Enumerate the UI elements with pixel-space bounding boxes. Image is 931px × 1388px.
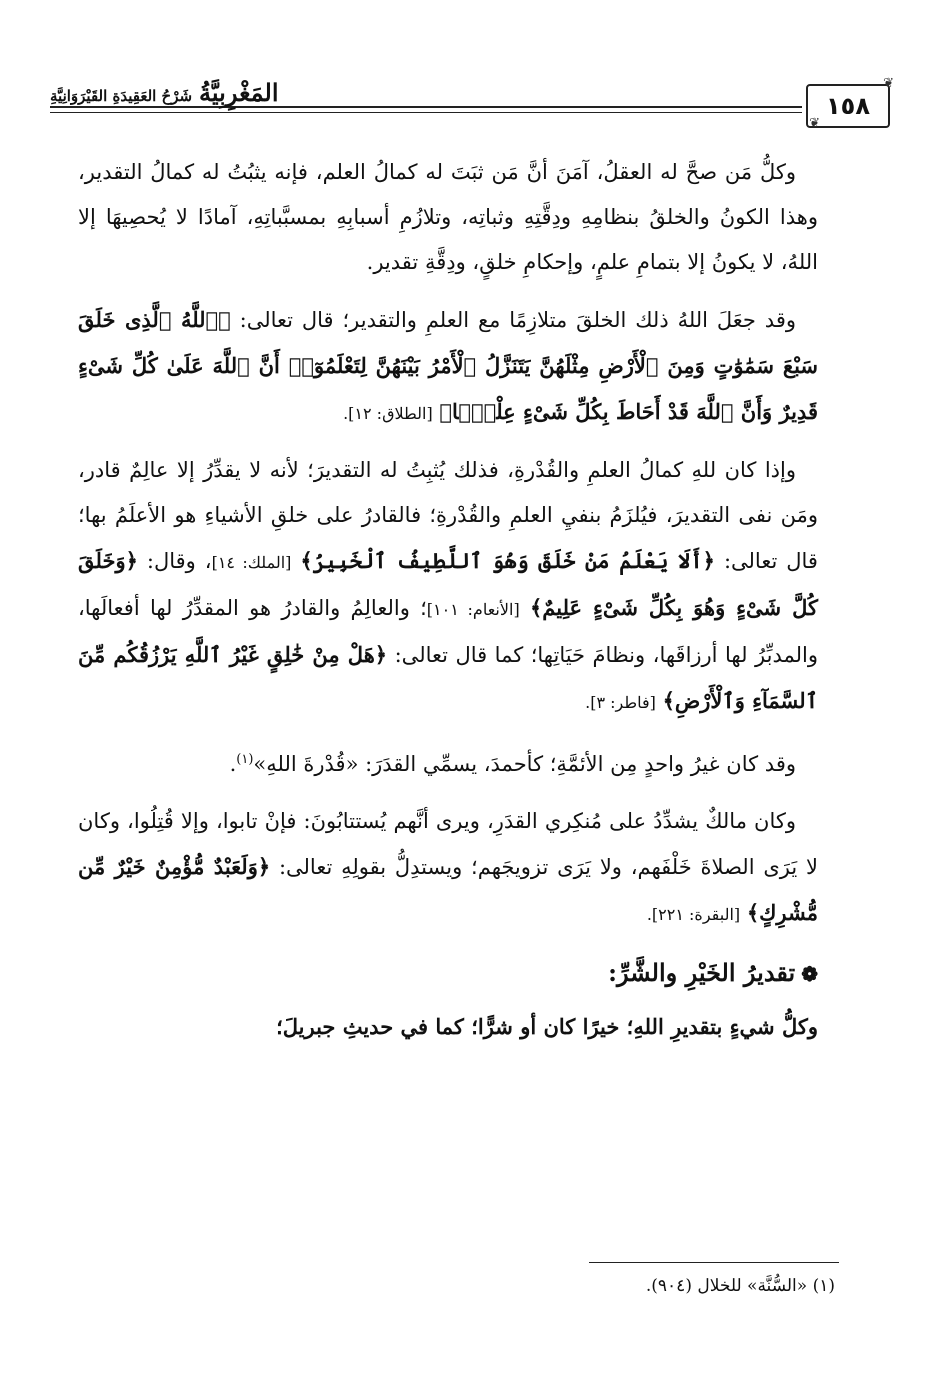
paragraph-6: وكلُّ شيءٍ بتقديرِ اللهِ؛ خيرًا كان أو شرًّا؛ كما في حديثِ جبريلَ؛ bbox=[276, 1014, 818, 1039]
heading-ornament-icon: ❁ bbox=[801, 962, 818, 986]
section-heading bbox=[78, 949, 818, 998]
paragraph-3-text: وإذا كان للهِ كمالُ العلمِ والقُدْرةِ، فذلك يُثبِتُ له التقديرَ؛ لأنه لا يقدِّرُ إلا عالِمٌ قادر، ومَن نفى التقديرَ، فيُلزَمُ بنفيِ العلمِ والقُدْرةِ؛ فالقادرُ على خلقِ الأشياءِ هو الأعلَمُ بها؛ قال تعالى: bbox=[78, 458, 818, 573]
quran-verse: ﴿وَخَلَقَ كُلَّ شَىْءٍ وَهُوَ بِكُلِّ شَىْءٍ عَلِيمٌ﴾ bbox=[78, 548, 818, 620]
quran-verse: ﴿وَلَعَبْدٌ مُّؤْمِنٌ خَيْرٌ مِّن مُّشْرِكٍ﴾ bbox=[78, 854, 818, 925]
page-number: ١٥٨ bbox=[826, 92, 870, 120]
paragraph-5 bbox=[78, 799, 818, 937]
paragraph-1: وكلُّ مَن صحَّ له العقلُ، آمَنَ أنَّ مَن ثبَتَ له كمالُ العلم، فإنه يثبُتُ له كمالُ التقدير، وهذا الكونُ والخلقُ بنظامِهِ ودِقَّتِهِ وثباتِه، وتلازُمِ أسبابِهِ بمسبَّباتِهِ، آمادًا لا يُحصِيهَا إلا اللهُ، لا يكونُ إلا بتمامِ علمٍ، وإحكامِ خلقٍ، ودِقَّةِ تقدير. bbox=[78, 160, 818, 274]
paragraph-2-intro: وقد جعَلَ اللهُ ذلك الخلقَ متلازِمًا مع العلمِ والتقدير؛ قال تعالى: bbox=[239, 308, 796, 332]
running-title bbox=[50, 78, 279, 107]
quran-verse: ﴿أَلَا يَعْلَمُ مَنْ خَلَقَ وَهُوَ ٱللَّطِيفُ ٱلْخَبِيرُ﴾ bbox=[300, 548, 715, 573]
verse-reference: [فاطر: ٣]. bbox=[585, 693, 656, 712]
quran-verse: ﴿هَلْ مِنْ خَٰلِقٍ غَيْرُ ٱللَّهِ يَرْزُقُكُم مِّنَ ٱلسَّمَآءِ وَٱلْأَرْضِ﴾ bbox=[78, 642, 818, 713]
paragraph-2 bbox=[78, 297, 818, 436]
paragraph-3 bbox=[78, 448, 818, 725]
section-heading-text: تقديرُ الخَيْرِ والشَّرِّ: bbox=[608, 958, 796, 987]
header-rule-bottom bbox=[50, 112, 802, 113]
footnote bbox=[646, 1276, 835, 1296]
paragraph-3-text: ؛ والعالِمُ والقادرُ هو المقدِّرُ لها أفعالَها، والمدبِّرُ لها أرزاقَها، ونظامَ حَيَاتِها؛ كما قال تعالى: bbox=[78, 596, 818, 667]
footnote-marker: (١) bbox=[236, 752, 254, 767]
verse-reference: [الملك: ١٤] bbox=[211, 553, 292, 572]
footnote-rule bbox=[589, 1262, 839, 1263]
book-title: المَغْرِبِيَّةُ bbox=[199, 78, 279, 107]
book-subtitle: شَرْحُ العَقِيدَةِ القَيْرَوَانِيَّةِ bbox=[50, 87, 193, 105]
ornament-icon: ❦ bbox=[883, 76, 894, 91]
footnote-text: «السُّنَّة» للخلال (٩٠٤). bbox=[645, 1276, 808, 1296]
paragraph-4-text: وقد كان غيرُ واحدٍ مِن الأئمَّةِ؛ كأحمدَ، يسمِّي القدَرَ: «قُدْرةَ اللهِ» bbox=[253, 752, 796, 776]
paragraph-3-text: ، وقال: bbox=[146, 549, 212, 573]
paragraph-4 bbox=[78, 737, 818, 787]
verse-reference: [الطلاق: ١٢]. bbox=[343, 404, 433, 423]
quran-verse: ﴿ٱللَّهُ ٱلَّذِى خَلَقَ سَبْعَ سَمَٰوَٰتٍ وَمِنَ ٱلْأَرْضِ مِثْلَهُنَّ يَتَنَزَّلُ ٱلْأَمْرُ بَيْنَهُنَّ لِتَعْلَمُوٓا۟ أَنَّ ٱللَّهَ عَلَىٰ كُلِّ شَىْءٍ قَدِيرٌ وَأَنَّ ٱللَّهَ قَدْ أَحَاطَ بِكُلِّ شَىْءٍ عِلْمًۢا﴾ bbox=[78, 307, 818, 424]
verse-reference: [البقرة: ٢٢١]. bbox=[646, 905, 741, 924]
footnote-number: (١) bbox=[812, 1276, 835, 1296]
ornament-icon: ❦ bbox=[809, 116, 820, 131]
paragraph-4-end: . bbox=[229, 752, 237, 776]
page-header bbox=[50, 74, 894, 134]
verse-reference: [الأنعام: ١٠١] bbox=[426, 600, 520, 619]
paragraph-5-text: وكان مالكٌ يشدِّدُ على مُنكِري القدَرِ، ويرى أنَّهم يُستتابُونَ: فإنْ تابوا، وإلا قُتِلُوا، وكان لا يَرَى الصلاةَ خَلْفَهم، ولا يَرَى تزويجَهم؛ ويستدِلُّ بقولِهِ تعالى: bbox=[78, 809, 818, 879]
main-text bbox=[78, 150, 818, 1061]
